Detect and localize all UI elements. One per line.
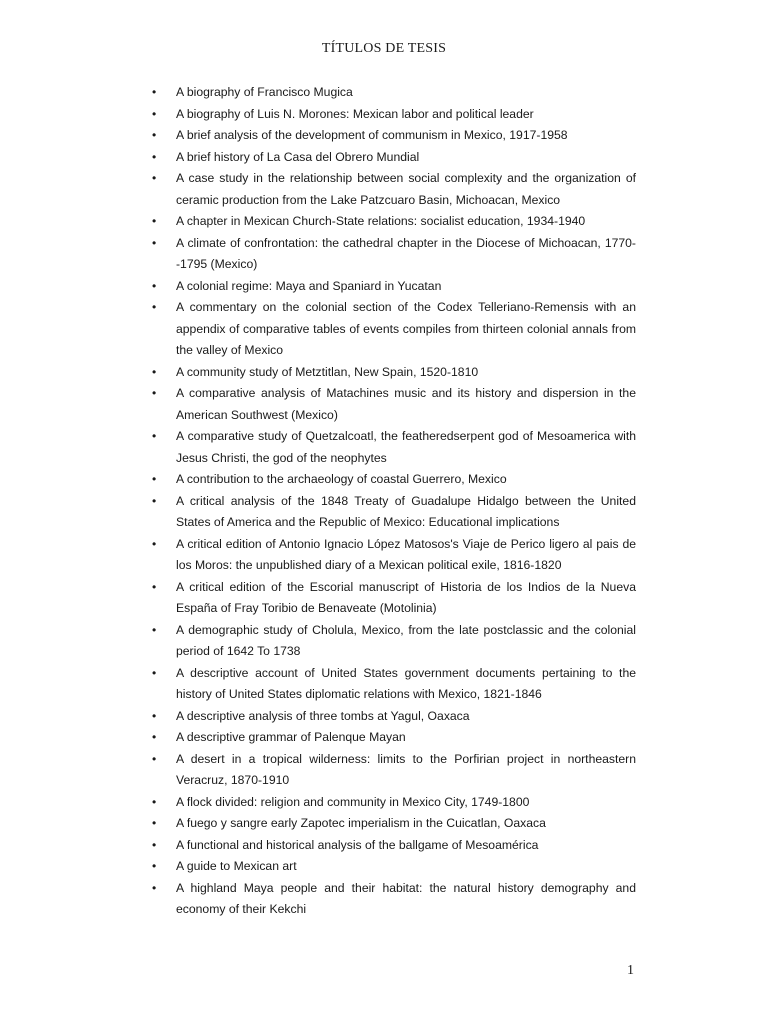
- list-item: • A desert in a tropical wilderness: limits to the Porfirian project in northeastern Veracruz, 1870-1910: [150, 749, 636, 792]
- list-item: • A critical edition of the Escorial manuscript of Historia de los Indios de la Nueva España of Fray Toribio de Benaveate (Motolinia): [150, 577, 636, 620]
- list-item: • A contribution to the archaeology of coastal Guerrero, Mexico: [150, 469, 636, 491]
- list-item: • A critical analysis of the 1848 Treaty of Guadalupe Hidalgo between the United States of America and the Republic of Mexico: Educational implications: [150, 491, 636, 534]
- list-item: • A critical edition of Antonio Ignacio López Matosos's Viaje de Perico ligero al pais de los Moros: the unpublished diary of a Mexican political exile, 1816-1820: [150, 534, 636, 577]
- list-item: • A brief analysis of the development of communism in Mexico, 1917-1958: [150, 125, 636, 147]
- list-item: • A colonial regime: Maya and Spaniard in Yucatan: [150, 276, 636, 298]
- list-item: • A brief history of La Casa del Obrero Mundial: [150, 147, 636, 169]
- list-item: • A demographic study of Cholula, Mexico, from the late postclassic and the colonial period of 1642 To 1738: [150, 620, 636, 663]
- list-item: • A biography of Francisco Mugica: [150, 82, 636, 104]
- list-item: • A descriptive analysis of three tombs at Yagul, Oaxaca: [150, 706, 636, 728]
- list-item: • A community study of Metztitlan, New Spain, 1520-1810: [150, 362, 636, 384]
- list-item: • A chapter in Mexican Church-State relations: socialist education, 1934-1940: [150, 211, 636, 233]
- list-item: • A case study in the relationship between social complexity and the organization of ceramic production from the Lake Patzcuaro Basin, Michoacan, Mexico: [150, 168, 636, 211]
- list-item: • A climate of confrontation: the cathedral chapter in the Diocese of Michoacan, 1770--1795 (Mexico): [150, 233, 636, 276]
- list-item: • A descriptive account of United States government documents pertaining to the history of United States diplomatic relations with Mexico, 1821-1846: [150, 663, 636, 706]
- list-item: • A flock divided: religion and community in Mexico City, 1749-1800: [150, 792, 636, 814]
- list-item: • A comparative study of Quetzalcoatl, the featheredserpent god of Mesoamerica with Jesus Christi, the god of the neophytes: [150, 426, 636, 469]
- list-item: • A descriptive grammar of Palenque Mayan: [150, 727, 636, 749]
- list-item: • A guide to Mexican art: [150, 856, 636, 878]
- document-title: TÍTULOS DE TESIS: [321, 41, 447, 56]
- list-item: • A biography of Luis N. Morones: Mexican labor and political leader: [150, 104, 636, 126]
- page-number: 1: [627, 963, 634, 978]
- list-item: • A highland Maya people and their habitat: the natural history demography and economy of their Kekchi: [150, 878, 636, 921]
- list-item: • A commentary on the colonial section of the Codex Telleriano-Remensis with an appendix of comparative tables of events compiles from thirteen colonial annals from the valley of Mexico: [150, 297, 636, 362]
- thesis-title-list: [150, 82, 636, 921]
- list-item: • A functional and historical analysis of the ballgame of Mesoamérica: [150, 835, 636, 857]
- list-item: • A fuego y sangre early Zapotec imperialism in the Cuicatlan, Oaxaca: [150, 813, 636, 835]
- list-item: • A comparative analysis of Matachines music and its history and dispersion in the American Southwest (Mexico): [150, 383, 636, 426]
